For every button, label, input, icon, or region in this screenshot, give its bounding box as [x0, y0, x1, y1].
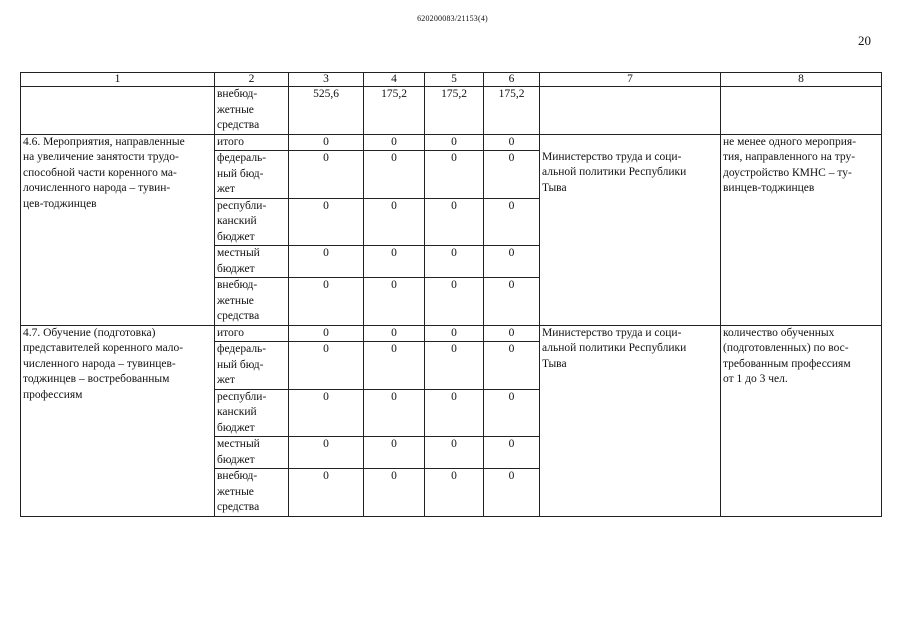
- value-cell: 0: [484, 437, 540, 469]
- value-cell: 0: [484, 342, 540, 390]
- table-row: [21, 325, 882, 342]
- value-cell: 0: [289, 437, 364, 469]
- value-cell: 0: [425, 278, 484, 326]
- value-cell: 0: [425, 342, 484, 390]
- funding-source-cell: местный бюджет: [215, 437, 289, 469]
- value-cell: 0: [289, 469, 364, 517]
- value-cell: 525,6: [289, 87, 364, 135]
- event-cell: 4.6. Мероприятия, направленные на увеличение занятости трудо- способной части коренного ма- лочисленного народа – тувин- цев-тоджинцев: [21, 134, 215, 325]
- value-cell: 175,2: [425, 87, 484, 135]
- funding-source-cell: внебюд- жетные средства: [215, 87, 289, 135]
- funding-source-cell: федераль- ный бюд- жет: [215, 151, 289, 199]
- value-cell: 0: [425, 151, 484, 199]
- funding-source-cell: местный бюджет: [215, 246, 289, 278]
- funding-source-cell: республи- канский бюджет: [215, 389, 289, 437]
- column-header-1: 1: [21, 73, 215, 87]
- value-cell: 0: [364, 151, 425, 199]
- funding-source-cell: внебюд- жетные средства: [215, 278, 289, 326]
- value-cell: 0: [425, 246, 484, 278]
- value-cell: 0: [289, 325, 364, 342]
- value-cell: 0: [364, 342, 425, 390]
- value-cell: 0: [425, 198, 484, 246]
- value-cell: 0: [484, 134, 540, 151]
- value-cell: 0: [425, 469, 484, 517]
- document-id: 620200083/21153(4): [417, 14, 488, 23]
- value-cell: 175,2: [484, 87, 540, 135]
- column-header-4: 4: [364, 73, 425, 87]
- table-row: [21, 134, 882, 151]
- value-cell: 0: [364, 325, 425, 342]
- funding-source-cell: итого: [215, 134, 289, 151]
- responsible-cell: Министерство труда и соци- альной политики Республики Тыва: [540, 325, 721, 516]
- indicator-cell: количество обученных (подготовленных) по вос- требованным профессиям от 1 до 3 чел.: [721, 325, 882, 516]
- value-cell: 0: [364, 469, 425, 517]
- column-header-6: 6: [484, 73, 540, 87]
- value-cell: 0: [364, 278, 425, 326]
- value-cell: 0: [484, 246, 540, 278]
- value-cell: 0: [364, 134, 425, 151]
- value-cell: 0: [484, 278, 540, 326]
- column-header-5: 5: [425, 73, 484, 87]
- event-cell: [21, 87, 215, 135]
- value-cell: 0: [364, 389, 425, 437]
- value-cell: 0: [484, 389, 540, 437]
- indicator-cell: не менее одного мероприя- тия, направленного на тру- доустройство КМНС – ту- винцев-тоджинцев: [721, 134, 882, 325]
- value-cell: 0: [484, 151, 540, 199]
- value-cell: 0: [484, 325, 540, 342]
- column-number-row: [21, 73, 882, 87]
- responsible-cell: [540, 87, 721, 135]
- funding-source-cell: внебюд- жетные средства: [215, 469, 289, 517]
- value-cell: 0: [289, 342, 364, 390]
- value-cell: 0: [364, 246, 425, 278]
- value-cell: 0: [289, 134, 364, 151]
- responsible-cell: Министерство труда и соци- альной политики Республики Тыва: [540, 134, 721, 325]
- column-header-2: 2: [215, 73, 289, 87]
- value-cell: 0: [289, 198, 364, 246]
- column-header-7: 7: [540, 73, 721, 87]
- value-cell: 0: [364, 437, 425, 469]
- program-table: [20, 72, 882, 517]
- value-cell: 0: [289, 151, 364, 199]
- value-cell: 0: [425, 134, 484, 151]
- value-cell: 0: [289, 246, 364, 278]
- column-header-3: 3: [289, 73, 364, 87]
- event-cell: 4.7. Обучение (подготовка) представителей коренного мало- численного народа – тувинцев- тоджинцев – востребованным профессиям: [21, 325, 215, 516]
- column-header-8: 8: [721, 73, 882, 87]
- value-cell: 0: [425, 325, 484, 342]
- value-cell: 0: [289, 278, 364, 326]
- funding-source-cell: итого: [215, 325, 289, 342]
- value-cell: 0: [425, 437, 484, 469]
- value-cell: 0: [484, 469, 540, 517]
- table-row: [21, 87, 882, 135]
- page-number: 20: [858, 33, 871, 48]
- indicator-cell: [721, 87, 882, 135]
- funding-source-cell: республи- канский бюджет: [215, 198, 289, 246]
- value-cell: 175,2: [364, 87, 425, 135]
- funding-source-cell: федераль- ный бюд- жет: [215, 342, 289, 390]
- value-cell: 0: [364, 198, 425, 246]
- value-cell: 0: [425, 389, 484, 437]
- value-cell: 0: [484, 198, 540, 246]
- value-cell: 0: [289, 389, 364, 437]
